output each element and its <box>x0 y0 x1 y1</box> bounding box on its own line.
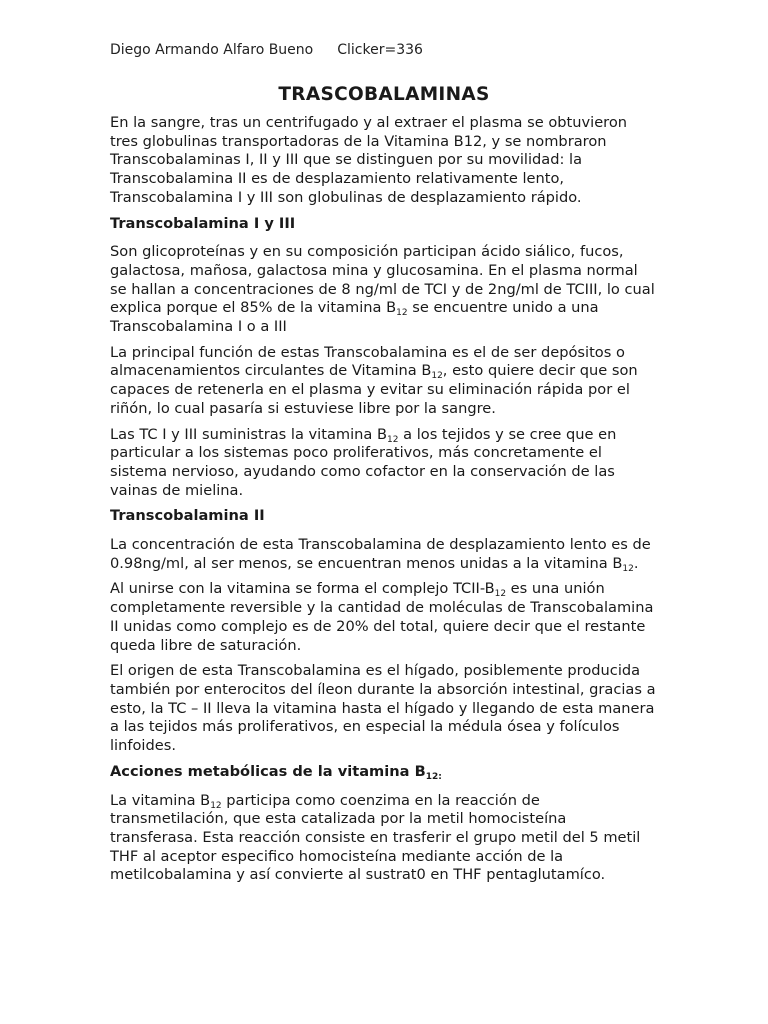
intro-paragraph: En la sangre, tras un centrifugado y al extraer el plasma se obtuvieron tres globulinas transportadoras de la Vitamina B12, y se nombraron Transcobalaminas I, II y III que se distinguen por su movilidad: la Transcobalamina II es de desplazamiento relativamente lento, Transcobalamina I y III son globulinas de desplazamiento rápido. <box>110 114 628 206</box>
paragraph-origin: El origen de esta Transcobalamina es el hígado, posiblemente producida también por enterocitos del íleon durante la absorción intestinal, gracias a esto, la TC – II lleva la vitamina hasta el hígado y llegando de esta manera a las tejidos más proliferativos, en especial la médula ósea y folículos linfoides. <box>110 662 656 755</box>
paragraph-complex <box>110 580 658 655</box>
subscript: 12 <box>431 371 443 382</box>
heading-text: Acciones metabólicas de la vitamina B <box>110 762 426 780</box>
subscript: 12 <box>387 434 399 445</box>
text-run: es una unión completamente reversible y la cantidad de moléculas de Transcobalamina II unidas como complejo es de 20% del total, quiere decir que el restante queda libre de saturación. <box>110 580 654 654</box>
text-run: participa como coenzima en la reacción de transmetilación, que esta catalizada por la metil homocisteína transferasa. Esta reacción consiste en trasferir el grupo metil del 5 metil THF al aceptor especifico homocisteína mediante acción de la metilcobalamina y así convierte al sustrat0 en THF pentaglutamíco. <box>110 791 641 884</box>
clicker-id: Clicker=336 <box>337 42 423 58</box>
subscript: 12 <box>210 800 222 811</box>
section-heading-tc-i-iii: Transcobalamina I y III <box>110 214 296 232</box>
section-heading-metabolic-actions <box>110 763 658 782</box>
text-run: La vitamina B <box>110 791 211 809</box>
text-run: Al unirse con la vitamina se forma el complejo TCII-B <box>110 580 495 598</box>
subscript: 12 <box>622 563 634 574</box>
paragraph-coenzyme <box>110 792 658 886</box>
subscript: 12 <box>396 308 408 319</box>
text-run: a los tejidos y se cree que en particular a los sistemas poco proliferativos, más concretamente el sistema nervioso, ayudando como cofactor en la conservación de las vainas de mielina. <box>110 425 617 499</box>
text-run: , esto quiere decir que son capaces de retenerla en el plasma y evitar su eliminación rápida por el riñón, lo cual pasaría si estuviese libre por la sangre. <box>110 362 638 417</box>
subscript: 12 <box>494 589 507 600</box>
section-heading-tc-ii: Transcobalamina II <box>110 507 265 525</box>
paragraph-function <box>110 344 658 419</box>
subscript: 12: <box>425 771 442 782</box>
document-header <box>110 41 658 59</box>
paragraph-composition <box>110 243 658 337</box>
text-run: La principal función de estas Transcobalamina es el de ser depósitos o almacenamientos circulantes de Vitamina B <box>110 343 625 380</box>
text-run: Las TC I y III suministras la vitamina B <box>110 425 388 443</box>
paragraph-concentration <box>110 536 658 573</box>
author-name: Diego Armando Alfaro Bueno <box>110 42 314 58</box>
text-run: Son glicoproteínas y en su composición participan ácido siálico, fucos, galactosa, mañosa, galactosa mina y glucosamina. En el plasma normal se hallan a concentraciones de 8 ng/ml de TCI y de 2ng/ml de TCIII, lo cual explica porque el 85% de la vitamina B <box>110 243 655 317</box>
text-run: se encuentre unido a una Transcobalamina I o a III <box>110 299 599 336</box>
text-run: . <box>633 554 639 572</box>
paragraph-supply <box>110 426 658 501</box>
document-title: TRASCOBALAMINAS <box>278 84 490 105</box>
text-run: La concentración de esta Transcobalamina de desplazamiento lento es de 0.98ng/ml, al ser menos, se encuentran menos unidas a la vitamina B <box>110 536 651 572</box>
